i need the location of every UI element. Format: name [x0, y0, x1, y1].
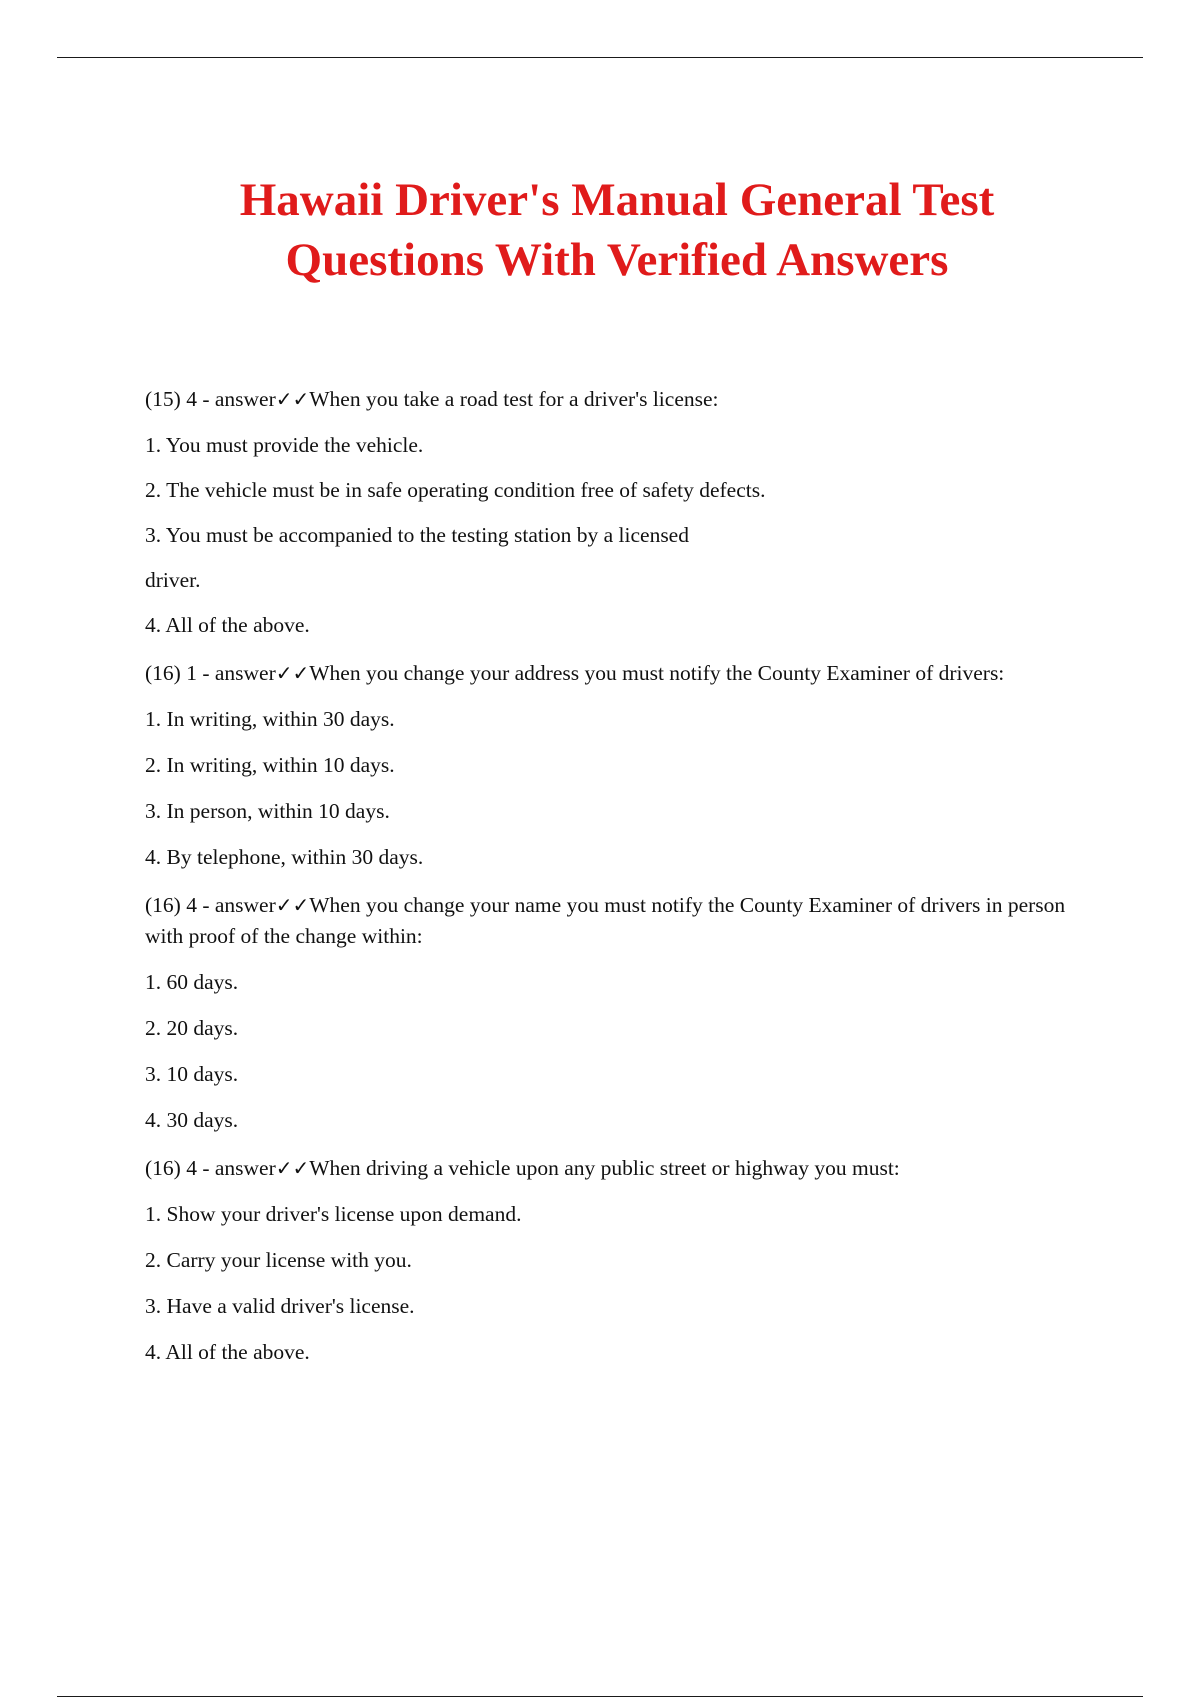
- bottom-rule: [57, 1696, 1143, 1697]
- question-text: [145, 658, 1095, 689]
- answer-option: 3. You must be accompanied to the testing station by a licensed: [145, 523, 689, 547]
- question-body: When driving a vehicle upon any public street or highway you must:: [309, 1156, 900, 1180]
- answer-option: 4. All of the above.: [145, 1340, 310, 1364]
- answer-prefix: (16) 1 - answer: [145, 661, 276, 685]
- answer-option: 3. In person, within 10 days.: [145, 799, 390, 823]
- question-body: When you change your name you must notify the County Examiner of drivers in person with proof of the change within:: [145, 893, 1066, 948]
- answer-option: 3. Have a valid driver's license.: [145, 1294, 415, 1318]
- check-icon: ✓✓: [275, 661, 310, 685]
- question-block: [145, 890, 1095, 1136]
- answer-option: 1. Show your driver's license upon demand.: [145, 1202, 522, 1226]
- title-line-1: Hawaii Driver's Manual General Test: [239, 174, 995, 226]
- answer-option: 2. The vehicle must be in safe operating condition free of safety defects.: [145, 478, 766, 502]
- answer-option: 1. 60 days.: [145, 970, 239, 994]
- check-icon: ✓✓: [275, 1156, 310, 1180]
- question-text: [145, 1153, 1095, 1184]
- answer-option: 2. 20 days.: [145, 1016, 239, 1040]
- answer-prefix: (16) 4 - answer: [145, 1156, 276, 1180]
- answer-prefix: (15) 4 - answer: [145, 387, 276, 411]
- answer-option: 2. Carry your license with you.: [145, 1248, 412, 1272]
- question-list: [145, 384, 1095, 1385]
- title-line-2: Questions With Verified Answers: [285, 234, 949, 286]
- answer-option: 1. In writing, within 30 days.: [145, 707, 395, 731]
- question-block: [145, 1153, 1095, 1368]
- question-text: [145, 890, 1095, 952]
- top-rule: [57, 57, 1143, 58]
- answer-prefix: (16) 4 - answer: [145, 893, 276, 917]
- answer-option: 2. In writing, within 10 days.: [145, 753, 395, 777]
- question-body: When you take a road test for a driver's license:: [309, 387, 719, 411]
- answer-option-continuation: driver.: [145, 568, 201, 592]
- answer-option: 4. By telephone, within 30 days.: [145, 845, 424, 869]
- check-icon: ✓✓: [275, 387, 310, 411]
- answer-option: 1. You must provide the vehicle.: [145, 433, 424, 457]
- question-text: [145, 384, 1095, 415]
- document-title: [0, 170, 1200, 290]
- answer-option: 4. 30 days.: [145, 1108, 239, 1132]
- question-body: When you change your address you must notify the County Examiner of drivers:: [309, 661, 1005, 685]
- question-block: [145, 658, 1095, 873]
- question-block: [145, 384, 1095, 641]
- answer-option: 3. 10 days.: [145, 1062, 239, 1086]
- answer-option: 4. All of the above.: [145, 613, 310, 637]
- check-icon: ✓✓: [275, 893, 310, 917]
